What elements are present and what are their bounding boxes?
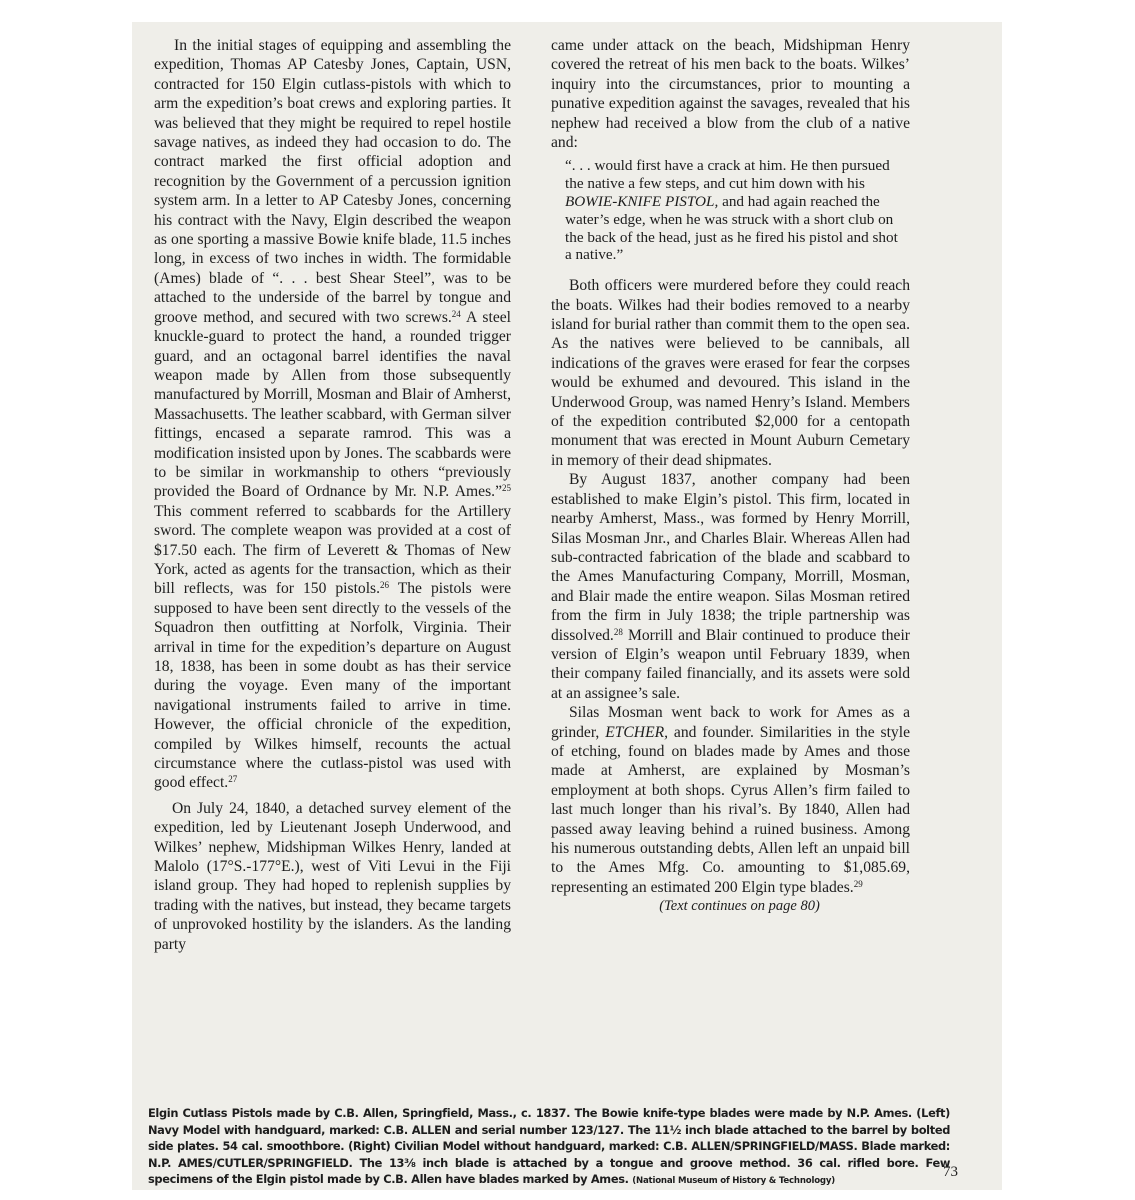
paragraph <box>154 36 511 793</box>
paragraph: came under attack on the beach, Midshipman Henry covered the retreat of his men back to the boats. Wilkes’ inquiry into the circumstances, prior to mounting a punative expedition against the savages, revealed that his nephew had received a blow from the club of a native and: <box>551 37 910 152</box>
caption-credit: (National Museum of History & Technology) <box>632 1176 835 1187</box>
quote-emphasis: BOWIE-KNIFE PISTOL, <box>565 193 719 211</box>
right-column <box>551 36 910 917</box>
page <box>132 22 1002 1190</box>
paragraph-text: A steel knuckle-guard to protect the hand, a rounded trigger guard, and an octagonal barrel identifies the naval weapon made by Allen from those subsequently manufactured by Morrill, Mosman and Blair of Amherst, Massachusetts. The leather scabbard, with German silver fittings, encased a separate ramrod. This was a modification insisted upon by Jones. The scabbards were to be similar in workmanship to others “previously provided the Board of Ordnance by Mr. N.P. Ames.” <box>154 308 511 501</box>
paragraph <box>551 703 910 897</box>
figure-caption <box>148 1105 950 1190</box>
paragraph: On July 24, 1840, a detached survey element of the expedition, led by Lieutenant Joseph Underwood, and Wilkes’ nephew, Midshipman Wilkes Henry, landed at Malolo (17°S.-177°E.), west of Viti Levui in the Fiji island group. They had hoped to replenish supplies by trading with the natives, but instead, they became targets of unprovoked hostility by the islanders. As the landing party <box>154 799 511 953</box>
caption-text: Elgin Cutlass Pistols made by C.B. Allen, Springfield, Mass., c. 1837. The Bowie knife-type blades were made by N.P. Ames. (Left) Navy Model with handguard, marked: C.B. ALLEN and serial number 123/127. The 11½ inch blade attached to the barrel by bolted side plates. 54 cal. smoothbore. (Right) Civilian Model without handguard, marked: C.B. ALLEN/SPRINGFIELD/MASS. Blade marked: N.P. AMES/CUTLER/SPRINGFIELD. The 13⅜ inch blade is attached by a tongue and groove method. 36 cal. rifled bore. Few specimens of the Elgin pistol made by C.B. Allen have blades marked by Ames. <box>148 1106 950 1187</box>
paragraph <box>551 470 910 703</box>
footnote-ref[interactable]: 24 <box>451 308 461 319</box>
paragraph-text: Silas Mosman went back to work for Ames as a grinder, <box>551 704 910 741</box>
paragraph-text: The pistols were supposed to have been sent directly to the vessels of the Squadron then outfitting at Norfolk, Virginia. Their arrival in time for the expedition’s departure on August 18, 1838, has been in some doubt as has their service during the voyage. Even many of the important navigational instruments failed to arrive in time. However, the official chronicle of the expedition, compiled by Wilkes himself, recounts the actual circumstance where the cutlass-pistol was used with good effect. <box>154 580 511 792</box>
footnote-ref[interactable]: 25 <box>502 483 511 494</box>
paragraph-emphasis: ETCHER, <box>605 723 669 741</box>
footnote-ref[interactable]: 28 <box>613 626 623 637</box>
footnote-ref[interactable]: 26 <box>380 580 390 591</box>
quote-text: and had again reached the water’s edge, when he was struck with a short club on the back of the head, just as he fired his pistol and shot a native.” <box>565 193 898 264</box>
paragraph: Both officers were murdered before they could reach the boats. Wilkes had their bodies removed to a nearby island for burial rather than commit them to the open sea. As the natives were believed to be cannibals, all indications of the graves were erased for fear the corpses would be exhumed and devoured. This island in the Underwood Group, was named Henry’s Island. Members of the expedition contributed $2,000 for a centopath monument that was erected in Mount Auburn Cemetary in memory of their dead shipmates. <box>551 277 910 469</box>
quote-text: “. . . would first have a crack at him. He then pursued the native a few steps, and cut him down with his <box>565 157 890 193</box>
footnote-ref[interactable]: 27 <box>228 774 238 785</box>
paragraph-text: This comment referred to scabbards for the Artillery sword. The complete weapon was provided at a cost of $17.50 each. The firm of Leverett & Thomas of New York, acted as agents for the transaction, which as their bill reflects, was for 150 pistols. <box>154 502 511 598</box>
continuation-note[interactable]: (Text continues on page 80) <box>659 898 820 915</box>
paragraph-text: Morrill and Blair continued to produce their version of Elgin’s weapon until February 1839, when their company failed financially, and its assets were sold at an assignee’s sale. <box>551 626 910 702</box>
block-quote <box>565 157 900 264</box>
paragraph-text: By August 1837, another company had been established to make Elgin’s pistol. This firm, located in nearby Amherst, Mass., was formed by Henry Morrill, Silas Mosman Jnr., and Charles Blair. Whereas Allen had sub-contracted fabrication of the blade and scabbard to the Ames Manufacturing Company, Morrill, Mosman, and Blair made the entire weapon. Silas Mosman retired from the firm in July 1838; the triple partnership was dissolved. <box>551 471 910 644</box>
page-number: 73 <box>943 1164 958 1180</box>
left-column <box>154 36 511 954</box>
paragraph-text: In the initial stages of equipping and assembling the expedition, Thomas AP Catesby Jones, Captain, USN, contracted for 150 Elgin cutlass-pistols with which to arm the expedition’s boat crews and exploring parties. It was believed that they might be required to repel hostile savage natives, as indeed they had occasion to do. The contract marked the first official adoption and recognition by the Government of a percussion ignition system arm. In a letter to AP Catesby Jones, concerning his contract with the Navy, Elgin described the weapon as one sporting a massive Bowie knife blade, 11.5 inches long, in excess of two inches in width. The formidable (Ames) blade of “. . . best Shear Steel”, was to be attached to the underside of the barrel by tongue and groove method, and secured with two screws. <box>154 37 511 326</box>
footnote-ref[interactable]: 29 <box>853 878 863 889</box>
paragraph-text: and founder. Similarities in the style of etching, found on blades made by Ames and those made at Amherst, are explained by Mosman’s employment at both shops. Cyrus Allen’s firm failed to last much longer than his rival’s. By 1840, Allen had passed away leaving behind a ruined business. Among his numerous outstanding debts, Allen left an unpaid bill to the Ames Mfg. Co. amounting to $1,085.69, representing an estimated 200 Elgin type blades. <box>551 723 910 896</box>
